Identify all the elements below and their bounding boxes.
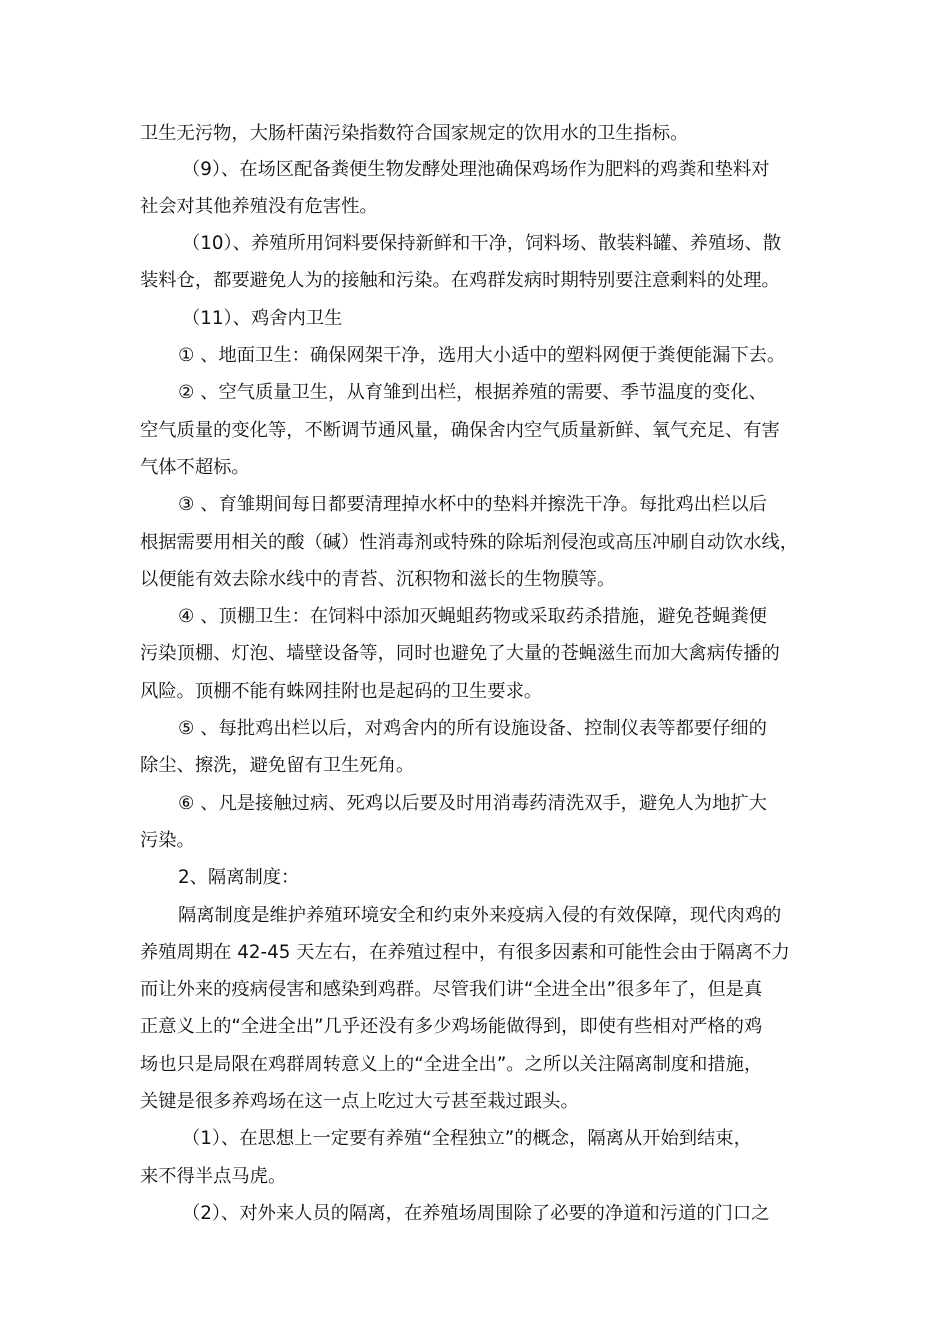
text-line: ⑥ 、凡是接触过病、死鸡以后要及时用消毒药清洗双手，避免人为地扩大 <box>178 793 767 814</box>
text-line: （1）、在思想上一定要有养殖“全程独立”的概念，隔离从开始到结束， <box>182 1128 752 1149</box>
text-line: ① 、地面卫生：确保网架干净，选用大小适中的塑料网便于粪便能漏下去。 <box>178 345 786 366</box>
text-line: 污染顶棚、灯泡、墙壁设备等，同时也避免了大量的苍蝇滋生而加大禽病传播的 <box>140 643 780 664</box>
text-line: 场也只是局限在鸡群周转意义上的“全进全出”。之所以关注隔离制度和措施， <box>140 1054 763 1075</box>
text-line: 根据需要用相关的酸（碱）性消毒剂或特殊的除垢剂侵泡或高压冲刷自动饮水线， <box>140 532 799 553</box>
text-line: （11）、鸡舍内卫生 <box>182 308 343 329</box>
text-line: 关键是很多养鸡场在这一点上吃过大亏甚至栽过跟头。 <box>140 1091 579 1112</box>
text-line: 风险。顶棚不能有蛛网挂附也是起码的卫生要求。 <box>140 681 543 702</box>
text-line: 污染。 <box>140 830 195 851</box>
section-heading: 2、隔离制度： <box>178 867 300 888</box>
text-line: 卫生无污物，大肠杆菌污染指数符合国家规定的饮用水的卫生指标。 <box>140 123 689 144</box>
text-line: 气体不超标。 <box>140 457 250 478</box>
text-line: 养殖周期在 42-45 天左右，在养殖过程中，有很多因素和可能性会由于隔离不力 <box>140 942 790 963</box>
text-line: ⑤ 、每批鸡出栏以后，对鸡舍内的所有设施设备、控制仪表等都要仔细的 <box>178 718 767 739</box>
text-line: 而让外来的疫病侵害和感染到鸡群。尽管我们讲“全进全出”很多年了，但是真 <box>140 979 763 1000</box>
text-line: 隔离制度是维护养殖环境安全和约束外来疫病入侵的有效保障，现代肉鸡的 <box>178 905 782 926</box>
text-line: 装料仓，都要避免人为的接触和污染。在鸡群发病时期特别要注意剩料的处理。 <box>140 270 780 291</box>
text-line: （2）、对外来人员的隔离，在养殖场周围除了必要的净道和污道的门口之 <box>182 1203 770 1224</box>
text-line: ② 、空气质量卫生，从育雏到出栏，根据养殖的需要、季节温度的变化、 <box>178 382 767 403</box>
text-line: 正意义上的“全进全出”几乎还没有多少鸡场能做得到，即使有些相对严格的鸡 <box>140 1016 763 1037</box>
text-line: ③ 、育雏期间每日都要清理掉水杯中的垫料并擦洗干净。每批鸡出栏以后 <box>178 494 767 515</box>
text-line: （9）、在场区配备粪便生物发酵处理池确保鸡场作为肥料的鸡粪和垫料对 <box>182 159 770 180</box>
text-line: 社会对其他养殖没有危害性。 <box>140 196 378 217</box>
text-line: （10）、养殖所用饲料要保持新鲜和干净，饲料场、散装料罐、养殖场、散 <box>182 233 782 254</box>
text-line: 除尘、擦洗，避免留有卫生死角。 <box>140 755 415 776</box>
text-line: 空气质量的变化等，不断调节通风量，确保舍内空气质量新鲜、氧气充足、有害 <box>140 420 780 441</box>
text-line: 来不得半点马虎。 <box>140 1166 287 1187</box>
text-line: 以便能有效去除水线中的青苔、沉积物和滋长的生物膜等。 <box>140 569 616 590</box>
text-line: ④ 、顶棚卫生：在饲料中添加灭蝇蛆药物或采取药杀措施，避免苍蝇粪便 <box>178 606 767 627</box>
